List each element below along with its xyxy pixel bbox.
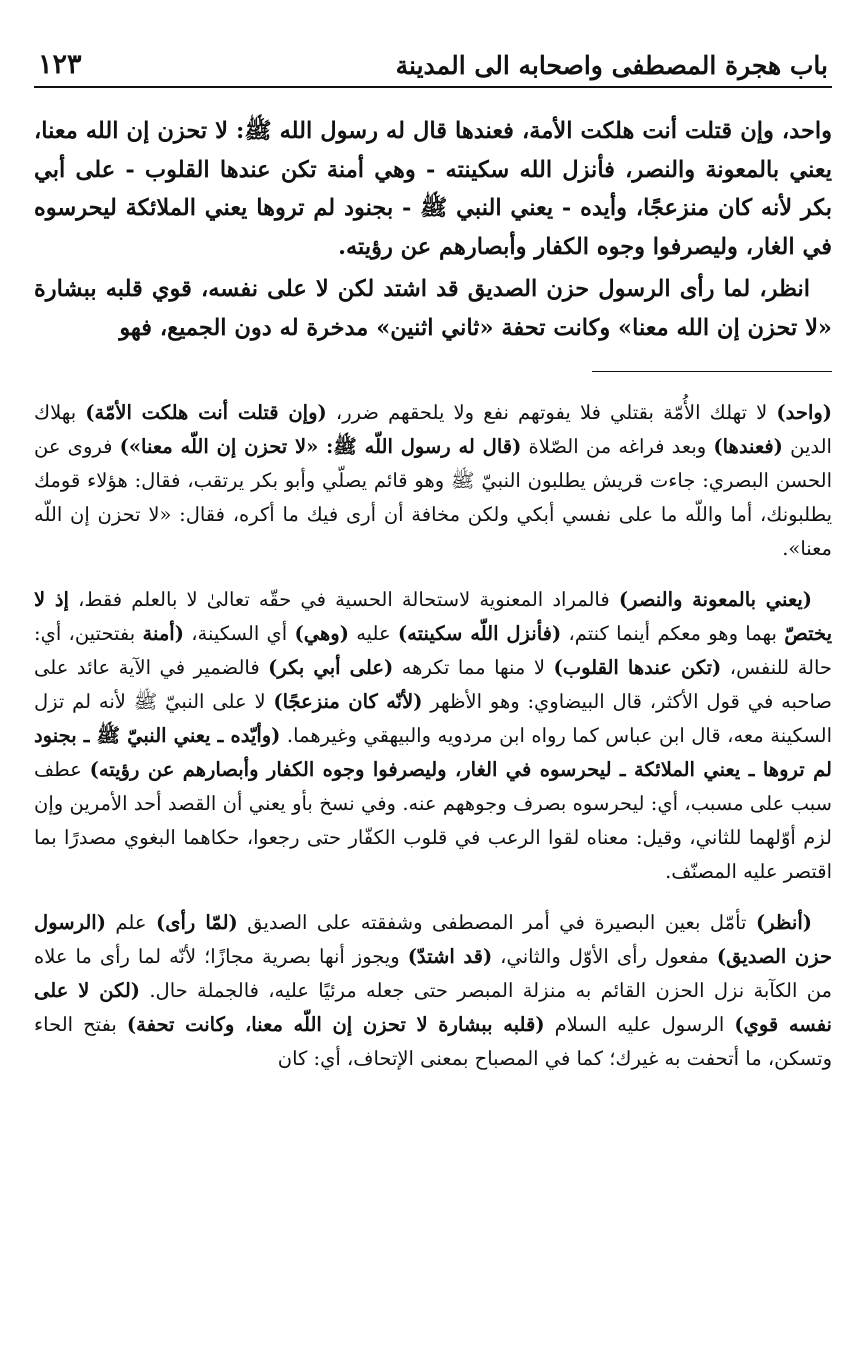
commentary-text: وبعد فراغه من الصّلاة xyxy=(521,435,714,458)
commentary-bold: (لأنّه كان منزعجًا) xyxy=(273,690,423,713)
commentary-bold: (وإن قتلت أنت هلكت الأمّة) xyxy=(85,401,327,424)
commentary-text: عليه xyxy=(348,622,398,645)
commentary-text: فالضمير في الآية عائد على صاحبه في قول الأكثر، قال البيضاوي: وهو الأظهر xyxy=(34,656,832,713)
commentary-bold: (يعني بالمعونة والنصر) xyxy=(618,588,813,611)
page-number: ١٢٣ xyxy=(38,49,82,80)
commentary-text: بهلاك الدين xyxy=(34,401,832,458)
commentary-text: الرسول عليه السلام xyxy=(544,1013,735,1036)
commentary-text: فروى عن الحسن البصري: جاءت قريش يطلبون النبيّ ﷺ وهو قائم يصلّي وأبو بكر يرتقب، فقال: هؤلاء قومك يطلبونك، أما واللّه ما على نفسي أبكي ولكن مخافة أن أرى فيك ما أكره، فقال: «لا تحزن إن اللّه معنا». xyxy=(34,435,832,560)
footnote-divider xyxy=(592,371,832,372)
commentary-bold: (وأيّده ـ يعني النبيّ ﷺ ـ بجنود لم تروها ـ يعني الملائكة ـ ليحرسوه في الغار، وليصرفوا وجوه الكفار وأبصارهم عن رؤيته) xyxy=(34,724,832,781)
commentary-bold: (فأنزل اللّه سكينته) xyxy=(397,622,562,645)
commentary-bold: (واحد) xyxy=(776,401,832,424)
commentary-paragraph-1 xyxy=(34,396,832,566)
commentary-text: عطف سبب على مسبب، أي: ليحرسوه بصرف وجوههم عنه. وفي نسخ بأو يعني أن القصد أحد الأمرين وإن لزم أوّلهما للثاني، وقيل: معناه لقوا الرعب في قلوب الكفّار حتى رجعوا، حكاهما البغوي مصدرًا بما اقتصر عليه المصنّف. xyxy=(34,758,832,883)
commentary-bold: (قال له رسول اللّه ﷺ: «لا تحزن إن اللّه معنا») xyxy=(119,435,522,458)
commentary-text: لا تهلك الأُمّة بقتلي فلا يفوتهم نفع ولا يلحقهم ضرر، xyxy=(326,401,777,424)
commentary-text: بفتحتين، أي: حالة للنفس، xyxy=(34,622,832,679)
commentary-bold: (الرسول حزن الصديق) xyxy=(34,911,833,968)
commentary-paragraph-3 xyxy=(34,906,832,1076)
commentary-paragraph-2 xyxy=(34,583,832,889)
commentary-text: أي السكينة، xyxy=(183,622,295,645)
commentary-bold: إذ لا يختصّ xyxy=(34,588,832,645)
commentary-bold: (لمّا رأى) xyxy=(155,911,238,934)
commentary-bold: (أمنة xyxy=(142,622,184,645)
commentary-text: لا منها مما تكرهه xyxy=(393,656,554,679)
commentary-text: فالمراد المعنوية لاستحالة الحسية في حقّه تعالىٰ لا بالعلم فقط، xyxy=(68,588,619,611)
commentary-bold: (وهي) xyxy=(294,622,349,645)
main-paragraph-2: انظر، لما رأى الرسول حزن الصديق قد اشتد لكن لا على نفسه، قوي قلبه ببشارة «لا تحزن إن الله معنا» وكانت تحفة «ثاني اثنين» مدخرة له دون الجميع، فهو xyxy=(34,276,832,341)
commentary-text: بفتح الحاء وتسكن، ما أتحفت به غيرك؛ كما في المصباح بمعنى الإتحاف، أي: كان xyxy=(34,1013,832,1070)
commentary-text: مفعول رأى الأوّل والثاني، xyxy=(492,945,717,968)
page-header xyxy=(34,40,832,88)
commentary-bold: (على أبي بكر) xyxy=(268,656,394,679)
commentary xyxy=(34,396,832,1076)
commentary-bold: (لكن لا على نفسه قوي) xyxy=(34,979,832,1036)
commentary-bold: (قلبه ببشارة لا تحزن إن اللّه معنا، وكانت تحفة) xyxy=(126,1013,545,1036)
main-paragraph-1: واحد، وإن قتلت أنت هلكت الأمة، فعندها قال له رسول الله ﷺ: لا تحزن إن الله معنا، يعني بالمعونة والنصر، فأنزل الله سكينته - وهي أمنة تكن عندها القلوب - على أبي بكر لأنه كان منزعجًا، وأيده - يعني النبي ﷺ - بجنود لم تروها يعني الملائكة ليحرسوه في الغار، وليصرفوا وجوه الكفار وأبصارهم عن رؤيته. xyxy=(34,118,832,260)
commentary-text: ويجوز أنها بصرية مجازًا؛ لأنّه لما رأى ما علاه من الكآبة نزل الحزن القائم به منزلة المبصر حتى جعله مرئيًا عليه، فالجملة حال. xyxy=(34,945,833,1002)
commentary-bold: (قد اشتدّ) xyxy=(407,945,493,968)
commentary-text: لا على النبيّ ﷺ لأنه لم تزل السكينة معه، قال ابن عباس كما رواه ابن مردويه والبيهقي وغيرهما. xyxy=(34,690,832,747)
commentary-bold: (فعندها) xyxy=(713,435,783,458)
commentary-text: تأمّل بعين البصيرة في أمر المصطفى وشفقته على الصديق xyxy=(237,911,756,934)
chapter-title: باب هجرة المصطفى واصحابه الى المدينة xyxy=(395,51,828,80)
commentary-text: علم xyxy=(105,911,156,934)
commentary-bold: (أنظر) xyxy=(755,911,812,934)
commentary-text: بهما وهو معكم أينما كنتم، xyxy=(561,622,785,645)
commentary-bold: (تكن عندها القلوب) xyxy=(553,656,722,679)
main-text xyxy=(34,112,832,347)
